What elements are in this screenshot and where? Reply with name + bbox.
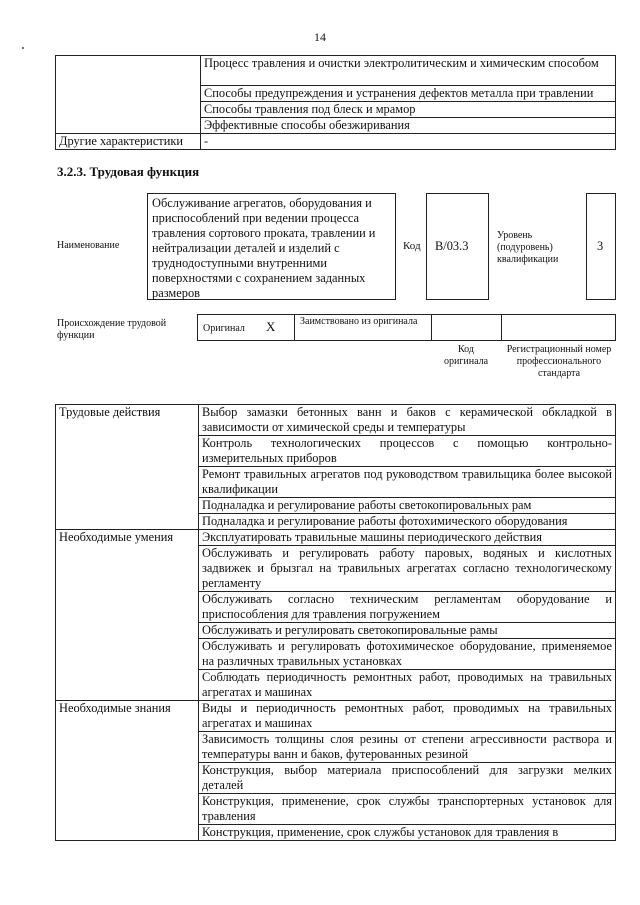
code-value: B/03.3 [435,239,469,253]
origin-divider [431,314,432,341]
table-cell: Процесс травления и очистки электролитическим и химическим способом [201,56,616,86]
table-cell: Конструкция, выбор материала приспособлений для загрузки мелких деталей [199,763,616,794]
section-label: Трудовые действия [56,405,199,530]
code-label: Код [403,240,421,252]
function-name-value: Обслуживание агрегатов, оборудования и приспособлений при ведении процесса травления сортового проката, травлении и нейтрализации деталей и изделий с труднодоступными внутренними поверхностями с сохранением заданных размеров [152,196,376,300]
continuation-table [55,55,616,150]
section-label: Необходимые знания [56,701,199,841]
original-label: Оригинал [203,323,245,334]
code-box [426,193,489,300]
margin-dot [22,47,24,49]
level-value: 3 [597,239,604,253]
origin-divider [501,314,502,341]
table-cell: Способы травления под блеск и мрамор [201,102,616,118]
table-cell: Контроль технологических процессов с помощью контрольно-измерительных приборов [199,436,616,467]
table-cell: Ремонт травильных агрегатов под руководством травильщика более высокой квалификации [199,467,616,498]
section-heading: 3.2.3. Трудовая функция [57,164,200,179]
table-cell: Обслуживать и регулировать светокопировальные рамы [199,623,616,639]
function-name-box [147,193,396,300]
borrowed-label: Заимствовано из оригинала [300,316,418,327]
table-cell: - [201,134,616,150]
table-cell: Обслуживать согласно техническим регламентам оборудование и приспособления для травления погружением [199,592,616,623]
table-cell: Виды и периодичность ремонтных работ, проводимых на травильных агрегатах и машинах [199,701,616,732]
table-cell: Конструкция, применение, срок службы транспортерных установок для травления [199,794,616,825]
table-cell: Способы предупреждения и устранения дефектов металла при травлении [201,86,616,102]
table-cell: Подналадка и регулирование работы светокопировальных рам [199,498,616,514]
table-cell: Обслуживать и регулировать работу паровых, водяных и кислотных задвижек и брызгал на травильных агрегатах согласно технологическому регламенту [199,546,616,592]
table-label-cell: Другие характеристики [56,134,201,150]
page-number: 14 [314,30,326,44]
origin-divider [294,314,295,341]
name-label: Наименование [57,240,120,251]
details-table [55,404,616,841]
table-cell: Соблюдать периодичность ремонтных работ, проводимых на травильных агрегатах и машинах [199,670,616,701]
table-cell: Эксплуатировать травильные машины периодического действия [199,530,616,546]
table-cell: Зависимость толщины слоя резины от степени агрессивности раствора и температуры ванн и баков, футерованных резиной [199,732,616,763]
level-label: Уровень (подуровень) квалификации [497,230,559,265]
table-cell: Конструкция, применение, срок службы установок для травления в [199,825,616,841]
table-cell: Выбор замазки бетонных ванн и баков с керамической обкладкой в зависимости от химической среды и температуры [199,405,616,436]
table-cell: Эффективные способы обезжиривания [201,118,616,134]
origin-label: Происхождение трудовой функции [57,318,167,341]
table-cell: Подналадка и регулирование работы фотохимического оборудования [199,514,616,530]
original-mark: X [266,319,276,334]
table-cell: Обслуживать и регулировать фотохимическое оборудование, применяемое на различных травильных установках [199,639,616,670]
level-box [586,193,616,300]
section-label: Необходимые умения [56,530,199,701]
table-label-cell [56,56,201,134]
code-caption: Код оригинала [443,344,489,367]
reg-caption: Регистрационный номер профессионального стандарта [506,344,612,379]
